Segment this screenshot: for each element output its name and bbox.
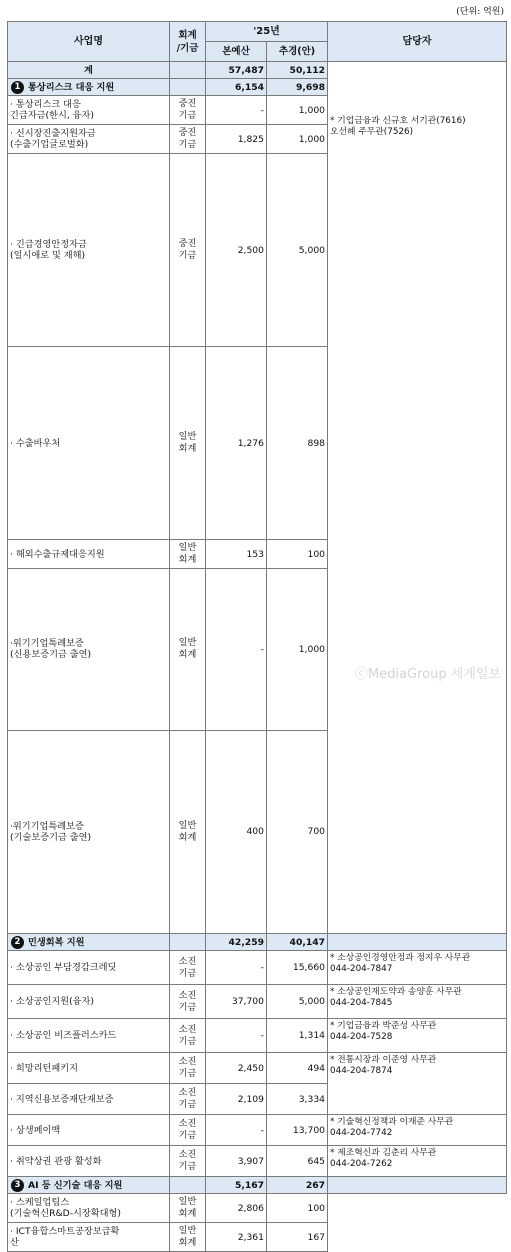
section-title-text: 통상리스크 대응 지원 [28, 81, 115, 93]
total-label: 계 [8, 62, 170, 79]
account-type: 일반 회계 [170, 730, 206, 934]
program-name: · 통상리스크 대응 긴급자금(한시, 융자) [8, 96, 170, 125]
budget-value: - [206, 1019, 267, 1053]
budget-value: - [206, 569, 267, 731]
budget-value: 2,109 [206, 1084, 267, 1115]
account-type: 중진 기금 [170, 125, 206, 154]
account-type: 중진 기금 [170, 154, 206, 347]
account-type: 소진 기금 [170, 1053, 206, 1084]
budget-value: - [206, 96, 267, 125]
supp-value: 15,660 [267, 951, 328, 985]
supp-value: 100 [267, 1194, 328, 1223]
section-title [8, 1177, 170, 1194]
program-name: · 신시장진출지원자금 (수출기업글로벌화) [8, 125, 170, 154]
col-header-year: '25년 [206, 22, 328, 42]
contact-cell: * 기술혁신정책과 이재준 사무관 044-204-7742 [328, 1115, 507, 1146]
account-type: 소진 기금 [170, 1115, 206, 1146]
section-title [8, 934, 170, 951]
total-type [170, 62, 206, 79]
contact-cell: * 소상공인경영안정과 정지우 사무관 044-204-7847 [328, 951, 507, 985]
program-name: ·위기기업특례보증 (기술보증기금 출연) [8, 730, 170, 934]
program-name: ·위기기업특례보증 (신용보증기금 출연) [8, 569, 170, 731]
table-row [8, 1146, 507, 1177]
col-header-supp: 추경(안) [267, 42, 328, 62]
budget-value: - [206, 951, 267, 985]
account-type: 소진 기금 [170, 985, 206, 1019]
program-name: · 소상공인지원(융자) [8, 985, 170, 1019]
section-row [8, 1177, 507, 1194]
col-header-contact: 담당자 [328, 22, 507, 62]
program-name: · 상생페이백 [8, 1115, 170, 1146]
program-name: · 스케일업팁스 (기술혁신R&D-시장확대형) [8, 1194, 170, 1223]
table-row [8, 985, 507, 1019]
budget-value: 37,700 [206, 985, 267, 1019]
budget-value: 153 [206, 540, 267, 569]
total-supp: 50,112 [267, 62, 328, 79]
supp-value: 1,314 [267, 1019, 328, 1053]
section-type [170, 79, 206, 96]
budget-value: 3,907 [206, 1146, 267, 1177]
table-row [8, 1115, 507, 1146]
contact-cell: * 제조혁신과 김춘리 사무관 044-204-7262 [328, 1146, 507, 1177]
budget-value: 1,825 [206, 125, 267, 154]
contact-cell: * 전통시장과 이준영 사무관 044-204-7874 [328, 1053, 507, 1115]
account-type: 소진 기금 [170, 1084, 206, 1115]
section-number-icon: 1 [11, 81, 24, 94]
program-name: · 수출바우처 [8, 347, 170, 540]
unit-note: (단위: 억원) [456, 7, 504, 17]
watermark: ⓒMediaGroup 세계일보 [355, 667, 501, 682]
account-type: 소진 기금 [170, 1146, 206, 1177]
supp-value: 13,700 [267, 1115, 328, 1146]
supp-value: 494 [267, 1053, 328, 1084]
program-name: · 지역신용보증재단재보증 [8, 1084, 170, 1115]
program-name: · 해외수출규제대응지원 [8, 540, 170, 569]
account-type: 일반 회계 [170, 347, 206, 540]
section-budget: 5,167 [206, 1177, 267, 1194]
section-supp: 267 [267, 1177, 328, 1194]
program-name: · 희망리턴패키지 [8, 1053, 170, 1084]
table-row [8, 951, 507, 985]
budget-value: 2,806 [206, 1194, 267, 1223]
section-row [8, 934, 507, 951]
account-type: 중진 기금 [170, 96, 206, 125]
section-budget: 42,259 [206, 934, 267, 951]
account-type: 소진 기금 [170, 1019, 206, 1053]
col-header-budget: 본예산 [206, 42, 267, 62]
supp-value: 5,000 [267, 154, 328, 347]
supp-value: 3,334 [267, 1084, 328, 1115]
program-name: · 긴급경영안정자금 (일시애로 및 재해) [8, 154, 170, 347]
account-type: 일반 회계 [170, 540, 206, 569]
program-name: · 소상공인 비즈플러스카드 [8, 1019, 170, 1053]
supp-value: 898 [267, 347, 328, 540]
budget-value: 1,276 [206, 347, 267, 540]
section-contact [328, 1177, 507, 1194]
contact-text: * 기업금융과 신규호 서기관(7616) 오선혜 주무관(7526) [330, 116, 466, 137]
total-budget: 57,487 [206, 62, 267, 79]
supp-value: 645 [267, 1146, 328, 1177]
budget-value: - [206, 1115, 267, 1146]
program-name: · 소상공인 부담경감크레딧 [8, 951, 170, 985]
budget-value: 2,500 [206, 154, 267, 347]
supp-value: 5,000 [267, 985, 328, 1019]
section-number-icon: 3 [11, 1179, 24, 1192]
section-title-text: 민생회복 지원 [28, 936, 85, 948]
account-type: 소진 기금 [170, 951, 206, 985]
supp-value: 1,000 [267, 125, 328, 154]
supp-value: 100 [267, 540, 328, 569]
contact-cell: * 소상공인재도약과 송양훈 사무관 044-204-7845 [328, 985, 507, 1019]
col-header-name: 사업명 [8, 22, 170, 62]
supp-value: 1,000 [267, 569, 328, 731]
contact-cell [328, 62, 507, 934]
contact-cell: * 기업금융과 박준성 사무관 044-204-7528 [328, 1019, 507, 1053]
program-name: · ICT융합스마트공장보급확 산 [8, 1223, 170, 1252]
col-header-type: 회계 /기금 [170, 22, 206, 62]
supp-value: 700 [267, 730, 328, 934]
section-number-icon: 2 [11, 936, 24, 949]
account-type: 일반 회계 [170, 569, 206, 731]
table-row [8, 1223, 507, 1252]
table-row [8, 1019, 507, 1053]
table-row [8, 1053, 507, 1084]
section-type [170, 1177, 206, 1194]
account-type: 일반 회계 [170, 1194, 206, 1223]
budget-table [7, 21, 507, 1252]
supp-value: 1,000 [267, 96, 328, 125]
account-type: 일반 회계 [170, 1223, 206, 1252]
budget-value: 2,450 [206, 1053, 267, 1084]
section-contact [328, 934, 507, 951]
budget-value: 400 [206, 730, 267, 934]
section-title [8, 79, 170, 96]
supp-value: 167 [267, 1223, 328, 1252]
section-type [170, 934, 206, 951]
section-title-text: AI 등 신기술 대응 지원 [28, 1179, 123, 1191]
section-supp: 9,698 [267, 79, 328, 96]
section-supp: 40,147 [267, 934, 328, 951]
table-row [8, 1194, 507, 1223]
budget-value: 2,361 [206, 1223, 267, 1252]
section-budget: 6,154 [206, 79, 267, 96]
program-name: · 취약상권 관광 활성화 [8, 1146, 170, 1177]
